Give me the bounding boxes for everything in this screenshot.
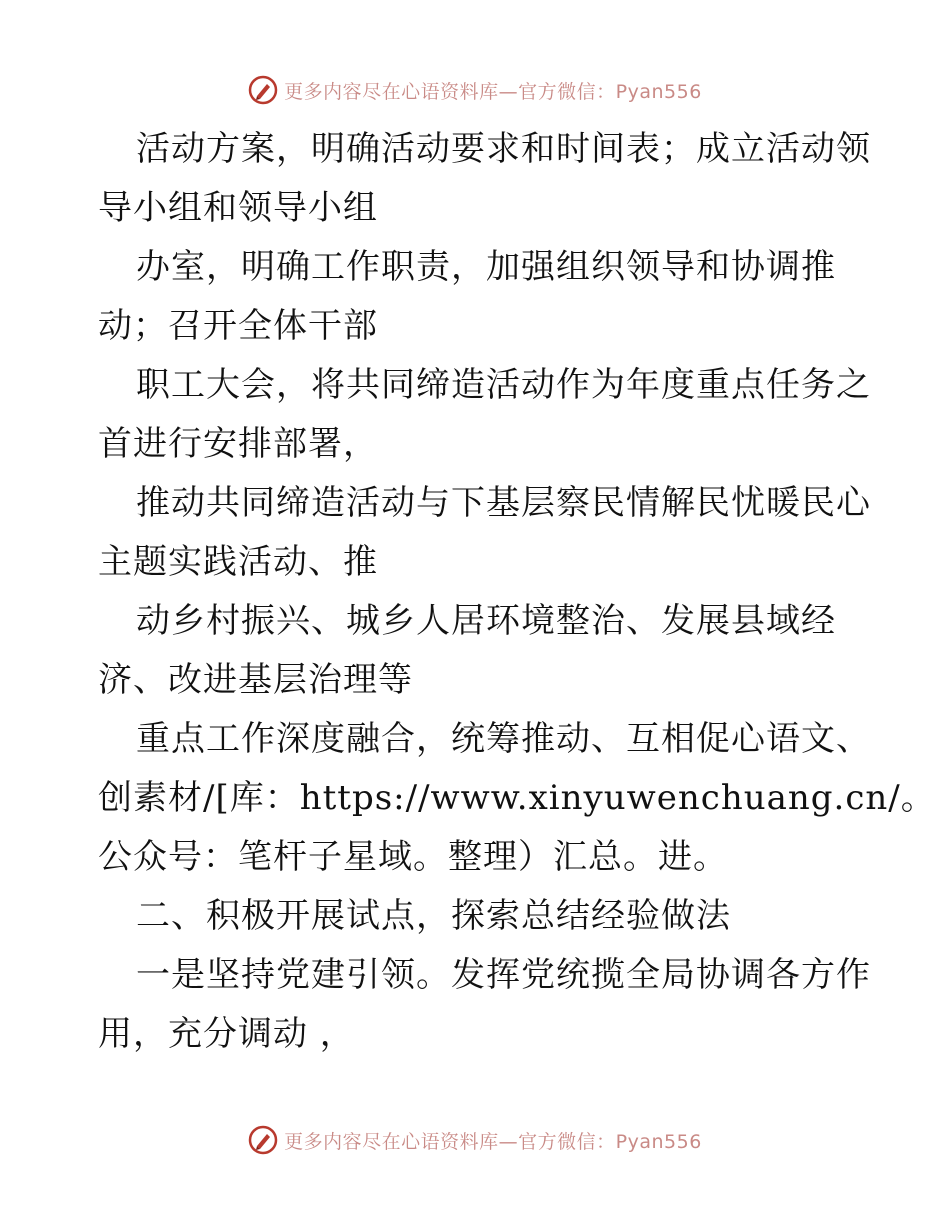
- body-line: 动乡村振兴、城乡人居环境整治、发展县域经: [136, 601, 836, 641]
- pen-logo-icon: [248, 1125, 278, 1155]
- body-line: 首进行安排部署，: [98, 424, 378, 464]
- footer-banner: [0, 1120, 950, 1160]
- body-line: 动；召开全体干部: [98, 306, 378, 346]
- body-line: 用，充分调动 ，: [98, 1014, 355, 1054]
- header-banner: [0, 70, 950, 110]
- body-line: 重点工作深度融合，统筹推动、互相促心语文、: [136, 719, 871, 759]
- body-line: 主题实践活动、推: [98, 542, 378, 582]
- body-line: 职工大会，将共同缔造活动作为年度重点任务之: [136, 365, 871, 405]
- pen-logo-icon: [248, 75, 278, 105]
- footer-banner-text: 更多内容尽在心语资料库—官方微信：Pyan556: [284, 1130, 702, 1153]
- body-line: 济、改进基层治理等: [98, 660, 413, 700]
- body-line: 活动方案，明确活动要求和时间表；成立活动领: [136, 129, 871, 169]
- body-line: 公众号：笔杆子星域。整理）汇总。进。: [98, 837, 728, 877]
- body-line: 导小组和领导小组: [98, 188, 378, 228]
- body-line: 创素材/[库：https://www.xinyuwenchuang.cn/。: [98, 778, 936, 818]
- body-line: 办室，明确工作职责，加强组织领导和协调推: [136, 247, 836, 287]
- section-heading: 二、积极开展试点，探索总结经验做法: [136, 896, 731, 936]
- body-line: 一是坚持党建引领。发挥党统揽全局协调各方作: [136, 955, 871, 995]
- body-line: 推动共同缔造活动与下基层察民情解民忧暖民心: [136, 483, 871, 523]
- document-body: [98, 120, 936, 1064]
- header-banner-text: 更多内容尽在心语资料库—官方微信：Pyan556: [284, 80, 702, 103]
